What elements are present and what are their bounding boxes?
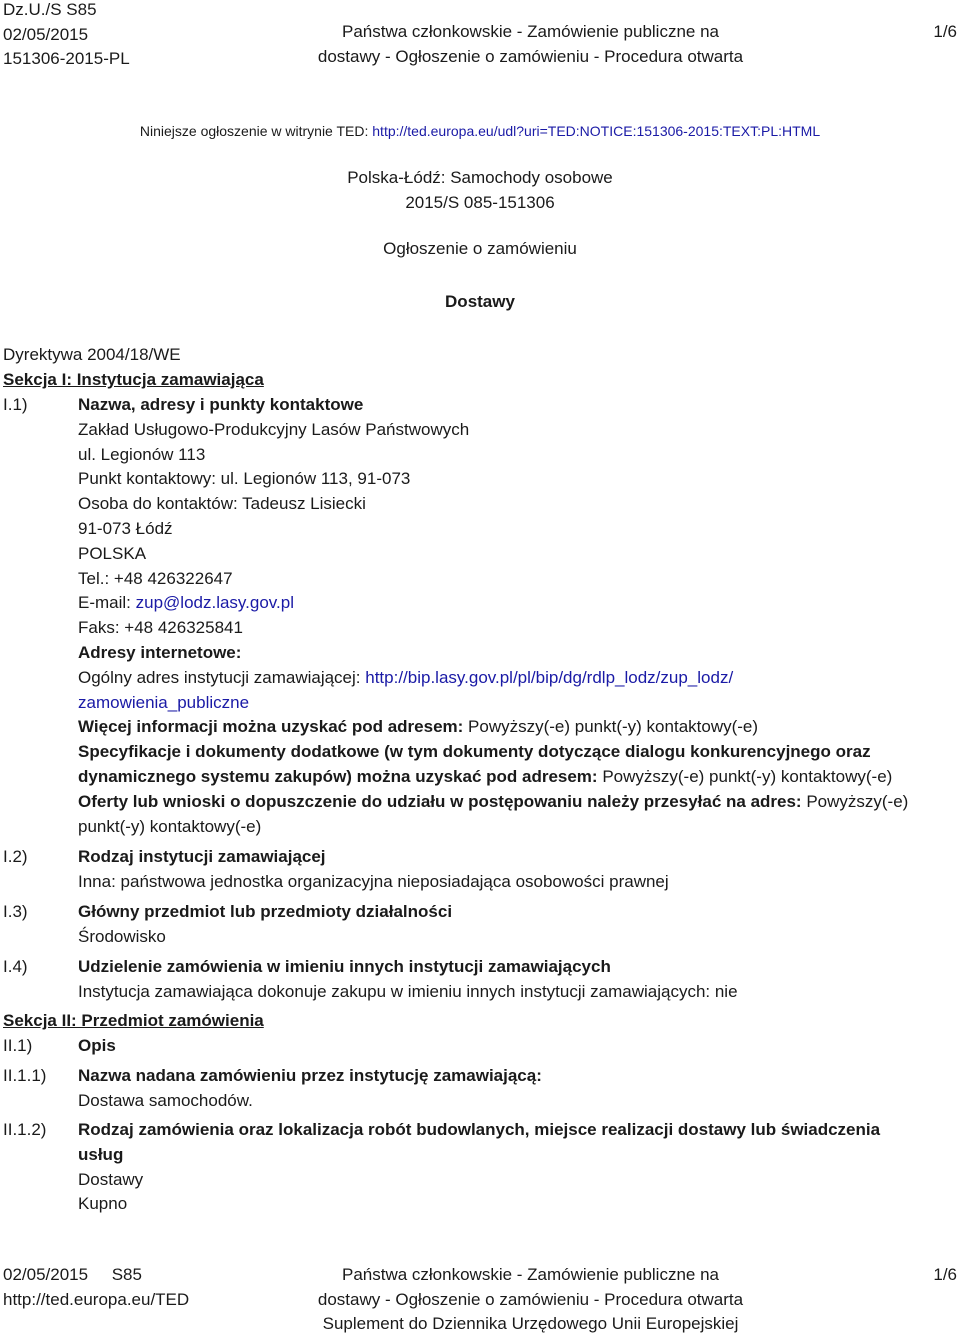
item-ii11 [78,1064,948,1114]
footer-date-series: 02/05/2015 S85 [3,1265,142,1284]
general-address-link-cont[interactable]: zamowienia_publiczne [78,692,250,712]
more-info-line [78,715,948,740]
offers-value-line2: punkt(-y) kontaktowy(-e) [78,816,262,836]
more-info-value: Powyższy(-e) punkt(-y) kontaktowy(-e) [468,717,759,737]
specs-label-line2: dynamicznego systemu zakupów) można uzyskać pod adresem: [78,766,603,786]
item-ii1-heading: Opis [78,1036,116,1055]
street: ul. Legionów 113 [78,444,206,464]
item-i4-heading: Udzielenie zamówienia w imieniu innych instytucji zamawiających [78,957,611,976]
section-2-heading: Sekcja II: Przedmiot zamówienia [3,1011,264,1030]
header-date: 02/05/2015 [3,24,89,44]
notice-ref: 151306-2015-PL [3,49,130,68]
email-line [78,591,948,616]
item-number-i1: I.1) [3,395,28,414]
item-i3-heading: Główny przedmiot lub przedmioty działalności [78,902,453,921]
email-label: E-mail: [78,593,136,613]
ted-notice-link[interactable]: http://ted.europa.eu/udl?uri=TED:NOTICE:151306-2015:TEXT:PL:HTML [372,123,821,139]
header-title-line1: Państwa członkowskie - Zamówienie publiczne na [341,22,719,41]
notice-number: 2015/S 085-151306 [405,193,555,212]
journal-ref: Dz.U./S S85 [3,0,97,19]
offers-line [78,790,948,815]
telephone: Tel.: +48 426322647 [78,568,233,588]
general-address-link[interactable]: http://bip.lasy.gov.pl/pl/bip/dg/rdlp_lodz/zup_lodz/ [365,667,734,687]
item-number-i4: I.4) [3,957,28,976]
offers-label: Oferty lub wnioski o dopuszczenie do udziału w postępowaniu należy przesyłać na adres: [78,791,807,811]
header-title-line2: dostawy - Ogłoszenie o zamówieniu - Procedura otwarta [317,46,744,66]
notice-category: Dostawy [445,292,515,311]
city: 91-073 Łódź [78,518,173,538]
footer-supplement: Suplement do Dziennika Urzędowego Unii Europejskiej [322,1314,739,1333]
specs-label-line1: Specyfikacje i dokumenty dodatkowe (w tym dokumenty dotyczące dialogu konkurencyjnego oraz [78,742,871,762]
footer-title [0,1263,960,1312]
item-i3-text: Środowisko [78,926,166,946]
item-ii12-text1: Dostawy [78,1169,144,1189]
directive: Dyrektywa 2004/18/WE [3,345,181,364]
item-ii11-heading: Nazwa nadana zamówieniu przez instytucję zamawiającą: [78,1066,542,1085]
contact-point: Punkt kontaktowy: ul. Legionów 113, 91-073 [78,469,411,489]
item-i4-text: Instytucja zamawiająca dokonuje zakupu w imieniu innych instytucji zamawiających: nie [78,981,738,1001]
contact-person: Osoba do kontaktów: Tadeusz Lisiecki [78,494,366,514]
item-number-i3: I.3) [3,902,28,921]
item-i3 [78,900,948,950]
country: POLSKA [78,543,147,563]
item-ii12 [78,1118,948,1217]
footer-title-line2: dostawy - Ogłoszenie o zamówieniu - Procedura otwarta [317,1289,744,1309]
item-number-ii12: II.1.2) [3,1120,47,1139]
footer-page-number: 1/6 [933,1265,957,1284]
item-ii12-text2: Kupno [78,1194,128,1214]
email-link[interactable]: zup@lodz.lasy.gov.pl [135,593,294,613]
item-i2-heading: Rodzaj instytucji zamawiającej [78,847,326,866]
item-ii11-text: Dostawa samochodów. [78,1090,253,1110]
general-address-label: Ogólny adres instytucji zamawiającej: [78,667,366,687]
header-title [0,20,960,69]
more-info-label: Więcej informacji można uzyskać pod adresem: [78,717,469,737]
header-page-number: 1/6 [933,22,957,41]
offers-value-line1: Powyższy(-e) [806,791,909,811]
org-name: Zakład Usługowo-Produkcyjny Lasów Państwowych [78,419,470,439]
item-ii12-heading-line1: Rodzaj zamówienia oraz lokalizacja robót budowlanych, miejsce realizacji dostawy lub świadczenia [78,1120,881,1139]
notice-title: Polska-Łódź: Samochody osobowe [347,168,613,187]
notice-type: Ogłoszenie o zamówieniu [383,239,577,258]
footer-title-line1: Państwa członkowskie - Zamówienie publiczne na [341,1265,719,1284]
item-number-ii11: II.1.1) [3,1066,47,1085]
ted-notice-prefix: Niniejsze ogłoszenie w witrynie TED: [139,123,373,139]
item-ii12-heading-line2: usług [78,1144,124,1164]
item-i4 [78,955,948,1005]
footer-url: http://ted.europa.eu/TED [3,1289,190,1309]
item-i1 [78,393,948,839]
ted-notice-line [0,121,960,141]
section-1-heading: Sekcja I: Instytucja zamawiająca [3,370,264,389]
item-i2 [78,845,948,895]
specs-line2 [78,765,948,790]
item-i1-heading: Nazwa, adresy i punkty kontaktowe [78,395,364,414]
specs-value: Powyższy(-e) punkt(-y) kontaktowy(-e) [602,766,893,786]
web-addresses-heading: Adresy internetowe: [78,642,242,662]
item-i2-text: Inna: państwowa jednostka organizacyjna nieposiadająca osobowości prawnej [78,871,669,891]
general-address-line [78,666,948,691]
fax: Faks: +48 426325841 [78,618,243,638]
item-number-ii1: II.1) [3,1036,33,1055]
item-number-i2: I.2) [3,847,28,866]
